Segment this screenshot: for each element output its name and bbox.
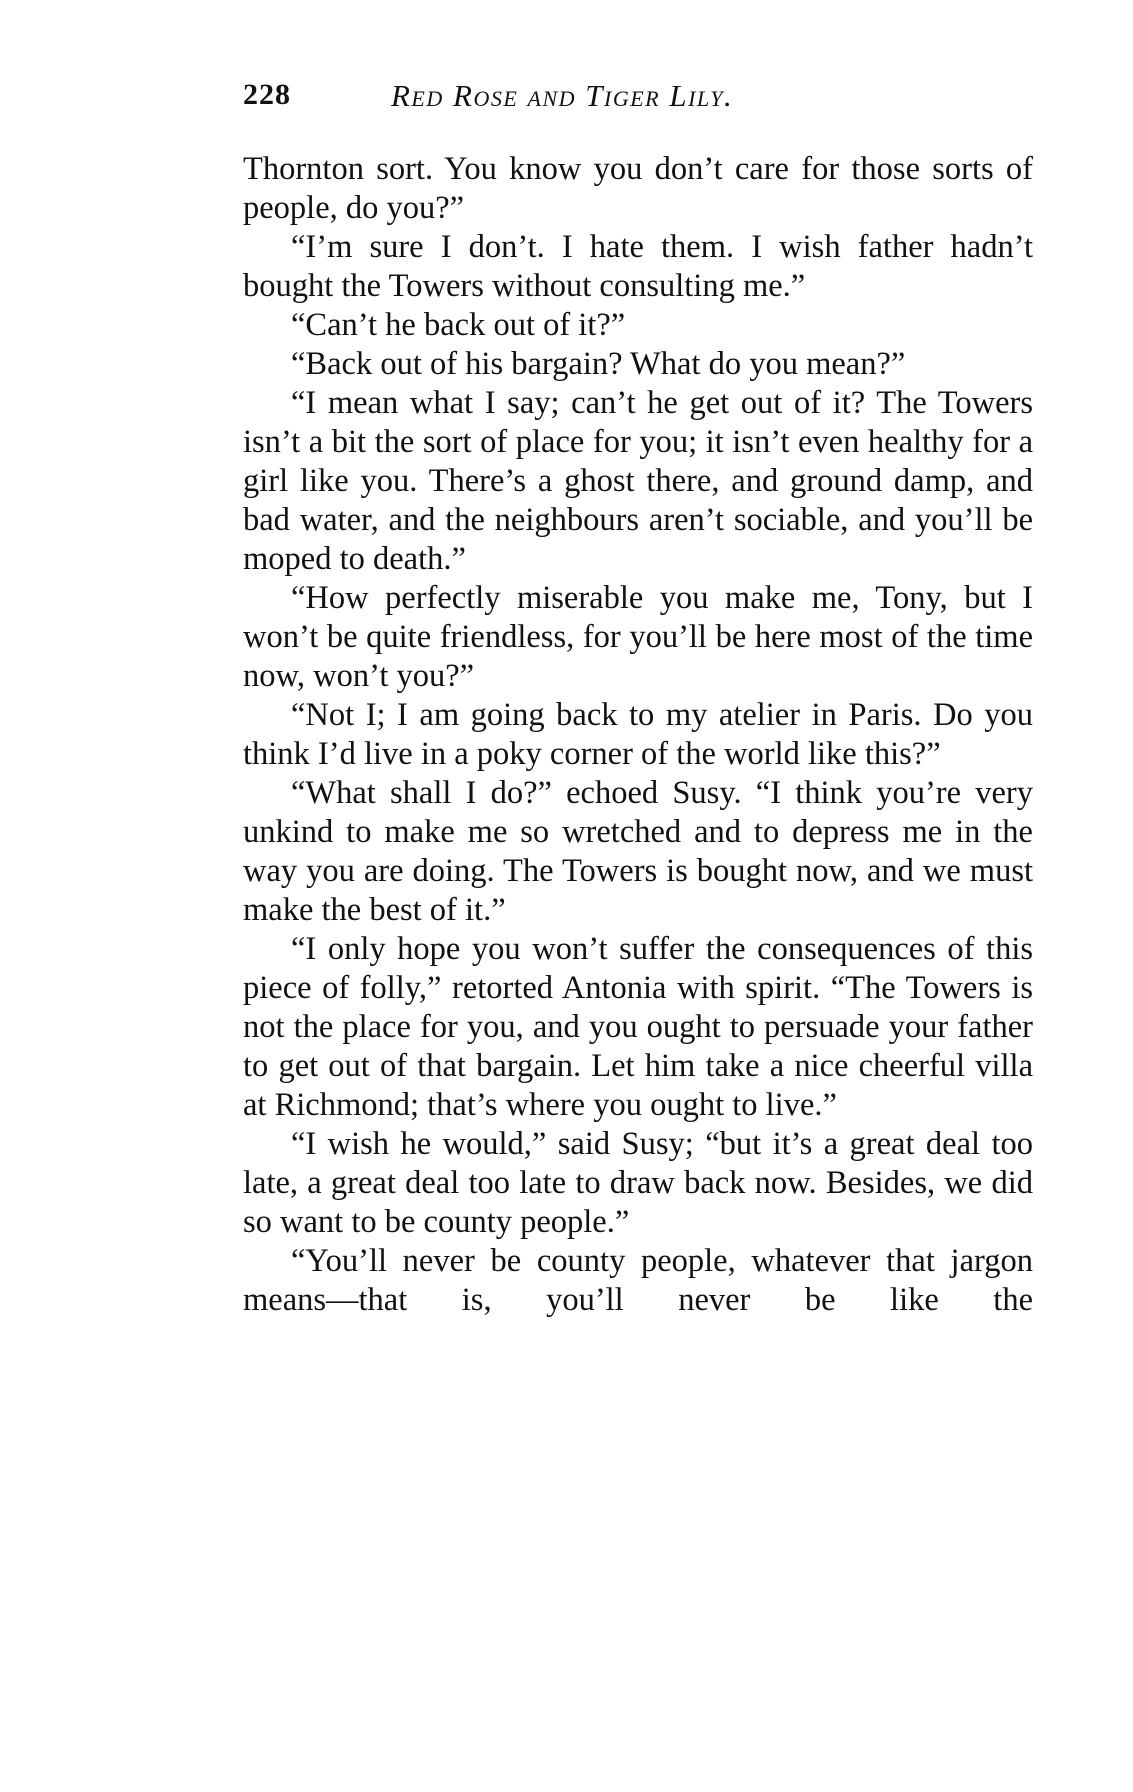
- paragraph: “I mean what I say; can’t he get out of it? The Towers isn’t a bit the sort of place for you; it isn’t even healthy for a girl like you. There’s a ghost there, and ground damp, and bad water, and the neighbours aren’t sociable, and you’ll be moped to death.”: [243, 385, 1033, 577]
- paragraph: “I wish he would,” said Susy; “but it’s a great deal too late, a great deal too late to draw back now. Besides, we did so want to be county people.”: [243, 1126, 1033, 1240]
- paragraph: “Can’t he back out of it?”: [291, 307, 626, 343]
- page-number: 228: [243, 78, 291, 111]
- running-title: Red Rose and Tiger Lily.: [391, 78, 734, 113]
- paragraph: “Back out of his bargain? What do you mean?”: [291, 346, 906, 382]
- paragraph: “What shall I do?” echoed Susy. “I think you’re very unkind to make me so wretched and to depress me in the way you are doing. The Towers is bought now, and we must make the best of it.”: [243, 775, 1033, 928]
- paragraph: “How perfectly miserable you make me, Tony, but I won’t be quite friendless, for you’ll be here most of the time now, won’t you?”: [243, 580, 1033, 694]
- paragraph: “I’m sure I don’t. I hate them. I wish father hadn’t bought the Towers without consulting me.”: [243, 229, 1033, 304]
- body-text: [243, 150, 1033, 1320]
- paragraph: “You’ll never be county people, whatever that jargon means—that is, you’ll never be like the: [243, 1243, 1033, 1318]
- paragraph: Thornton sort. You know you don’t care for those sorts of people, do you?”: [243, 151, 1033, 226]
- page-header: [243, 78, 1033, 118]
- paragraph: “Not I; I am going back to my atelier in Paris. Do you think I’d live in a poky corner of the world like this?”: [243, 697, 1033, 772]
- paragraph: “I only hope you won’t suffer the consequences of this piece of folly,” retorted Antonia with spirit. “The Towers is not the place for you, and you ought to persuade your father to get out of that bargain. Let him take a nice cheerful villa at Richmond; that’s where you ought to live.”: [243, 931, 1033, 1123]
